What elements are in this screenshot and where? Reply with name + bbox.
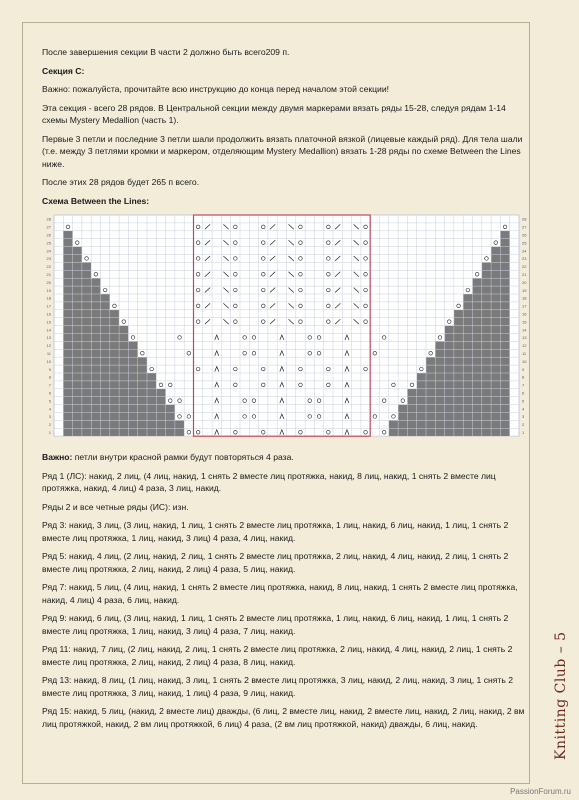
row-number-left: 10	[46, 358, 51, 364]
row-number-left: 6	[48, 390, 51, 396]
shade-right	[463, 302, 510, 310]
row-number-left: 26	[46, 232, 51, 238]
shade-right	[389, 420, 510, 428]
row-number-right: 7	[522, 382, 525, 388]
paragraph-1: Эта секция - всего 28 рядов. В Центральной секции между двумя маркерами вязать ряды 15-28, следуя рядам 1-14 схемы Mystery Medallion (часть 1).	[42, 102, 506, 125]
row-number-left: 1	[48, 429, 51, 435]
shade-left	[63, 334, 128, 342]
row-number-right: 10	[522, 358, 527, 364]
row-number-right: 12	[522, 343, 527, 349]
shade-left	[63, 262, 91, 270]
shade-right	[426, 357, 510, 365]
chart-heading: Схема Between the Lines:	[42, 195, 150, 206]
row-13: Ряд 13: накид, 8 лиц, (1 лиц, накид, 3 лиц, 1 снять 2 вместе лиц протяжка, 3 лиц, накид, 2 лиц, накид, 3 лиц, 1 снять 2 вместе лиц протяжка, 3 лиц, накид, 1 лиц) 4 раза, 9 лиц, накид.	[42, 675, 513, 698]
row-number-left: 4	[48, 406, 51, 412]
row-number-left: 18	[46, 295, 51, 301]
shade-left	[63, 302, 110, 310]
row-number-left: 19	[46, 287, 51, 293]
row-number-left: 24	[46, 248, 51, 254]
row-number-right: 24	[522, 248, 527, 254]
row-number-right: 2	[522, 422, 525, 428]
row-number-right: 19	[522, 287, 527, 293]
row-number-left: 13	[46, 335, 51, 341]
chart-svg	[42, 213, 528, 445]
footer-watermark: PassionForum.ru	[510, 787, 571, 796]
row-number-left: 12	[46, 343, 51, 349]
row-number-right: 9	[522, 366, 525, 372]
row-number-right: 26	[522, 232, 527, 238]
side-label	[535, 560, 575, 760]
intro-line: После завершения секции В части 2 должно быть всего209 п.	[42, 47, 290, 57]
row-number-left: 11	[46, 350, 51, 356]
row-number-right: 18	[522, 295, 527, 301]
row-number-left: 25	[46, 240, 51, 246]
paragraph-3: После этих 28 рядов будет 265 п всего.	[42, 177, 200, 187]
row-number-right: 3	[522, 414, 525, 420]
shade-right	[500, 239, 509, 247]
row-number-right: 20	[522, 279, 527, 285]
chart-note	[42, 451, 528, 464]
row-number-left: 23	[46, 256, 51, 262]
section-title: Секция С:	[42, 65, 85, 76]
row-number-right: 23	[522, 256, 527, 262]
row-1: Ряд 1 (ЛС): накид, 2 лиц, (4 лиц, накид, 1 снять 2 вместе лиц протяжка, накид, 8 лиц, накид, 1 снять 2 вместе лиц протяжка, накид, 4 лиц) 4 раза, 3 лиц, накид.	[42, 470, 496, 493]
row-number-left: 27	[46, 224, 51, 230]
row-3: Ряд 3: накид, 3 лиц, (3 лиц, накид, 1 лиц, 1 снять 2 вместе лиц протяжка, 1 лиц, накид, 6 лиц, накид, 1 лиц, 1 снять 2 вместе лиц протяжка, 1 лиц, накид, 3 лиц) 4 раза, 4 лиц, накид.	[42, 520, 509, 543]
row-number-left: 15	[46, 319, 51, 325]
shade-left	[63, 397, 165, 405]
row-number-right: 28	[522, 216, 527, 222]
shade-left	[63, 389, 165, 397]
row-5: Ряд 5: накид, 4 лиц, (2 лиц, накид, 2 лиц, 1 снять 2 вместе лиц протяжка, 2 лиц, накид, 4 лиц, накид, 2 лиц, 1 снять 2 вместе лиц протяжка, 2 лиц, накид, 2 лиц) 4 раза, 5 лиц, накид.	[42, 551, 509, 574]
chart-note-label: Важно:	[42, 452, 73, 462]
row-number-left: 17	[46, 303, 51, 309]
row-number-right: 8	[522, 374, 525, 380]
row-number-right: 25	[522, 240, 527, 246]
row-number-right: 4	[522, 406, 525, 412]
shade-left	[63, 294, 110, 302]
row-number-left: 20	[46, 279, 51, 285]
shade-left	[63, 357, 147, 365]
shade-left	[63, 326, 128, 334]
row-number-left: 14	[46, 327, 51, 333]
shade-right	[407, 389, 509, 397]
row-number-left: 7	[48, 382, 51, 388]
row-number-left: 21	[46, 271, 51, 277]
shade-left	[63, 231, 72, 239]
row-number-right: 17	[522, 303, 527, 309]
row-number-right: 16	[522, 311, 527, 317]
row-9: Ряд 9: накид, 6 лиц, (3 лиц, накид, 1 лиц, 1 снять 2 вместе лиц протяжка, 1 лиц, накид, 6 лиц, накид, 1 лиц, 1 снять 2 вместе лиц протяжка, 1 лиц, накид, 3 лиц) 4 раза, 7 лиц, накид.	[42, 613, 509, 636]
shade-left	[63, 428, 184, 436]
paragraph-2: Первые 3 петли и последние 3 петли шали продолжить вязать платочной вязкой (лицевые каждый ряд). Для тела шали (т.е. между 3 петлями кромки и маркером, отделяющим Mystery Medallion) вязать 1-28 ряды по схеме Between the Lines ниже.	[42, 133, 523, 169]
row-number-right: 1	[522, 429, 525, 435]
chart-note-text: петли внутри красной рамки будут повторяться 4 раза.	[72, 452, 294, 462]
important-note: Важно: пожалуйста, прочитайте всю инструкцию до конца перед началом этой секции!	[42, 84, 390, 94]
shade-left	[63, 270, 91, 278]
row-number-right: 6	[522, 390, 525, 396]
row-7: Ряд 7: накид, 5 лиц, (4 лиц, накид, 1 снять 2 вместе лиц протяжка, накид, 8 лиц, накид, 1 снять 2 вместе лиц протяжка, накид, 4 лиц) 4 раза, 6 лиц, накид.	[42, 582, 518, 605]
row-number-right: 11	[522, 350, 527, 356]
row-number-right: 5	[522, 398, 525, 404]
row-2: Ряды 2 и все четные ряды (ИС): изн.	[42, 501, 189, 512]
shade-right	[500, 231, 509, 239]
row-number-right: 15	[522, 319, 527, 325]
shade-right	[445, 334, 510, 342]
shade-right	[463, 294, 510, 302]
row-15: Ряд 15: накид, 5 лиц, (накид, 2 вместе лиц) дважды, (6 лиц, 2 вместе лиц, накид, 2 вместе лиц, накид, 2 лиц, накид, 2 вм лиц протяжкой, накид, 2 вм лиц протяжкой, 6 лиц) 4 раза, (2 вм лиц протяжкой, накид) дважды, 6 лиц, накид.	[42, 706, 525, 729]
row-number-left: 5	[48, 398, 51, 404]
knitting-chart	[42, 213, 528, 445]
row-number-left: 16	[46, 311, 51, 317]
shade-left	[63, 365, 147, 373]
row-number-left: 3	[48, 414, 51, 420]
shade-right	[445, 326, 510, 334]
row-number-right: 22	[522, 264, 527, 270]
row-11: Ряд 11: накид, 7 лиц, (2 лиц, накид, 2 лиц, 1 снять 2 вместе лиц протяжка, 2 лиц, накид, 4 лиц, накид, 2 лиц, 1 снять 2 вместе лиц протяжка, 2 лиц, накид, 2 лиц) 4 раза, 8 лиц, накид.	[42, 644, 513, 667]
row-number-right: 27	[522, 224, 527, 230]
row-number-left: 28	[46, 216, 51, 222]
row-number-right: 21	[522, 271, 527, 277]
page-content	[42, 46, 528, 736]
row-number-left: 2	[48, 422, 51, 428]
row-number-left: 9	[48, 366, 51, 372]
row-number-left: 22	[46, 264, 51, 270]
shade-right	[426, 365, 510, 373]
shade-right	[482, 262, 510, 270]
shade-left	[63, 420, 184, 428]
row-number-right: 13	[522, 335, 527, 341]
shade-left	[63, 239, 72, 247]
shade-right	[389, 428, 510, 436]
row-number-left: 8	[48, 374, 51, 380]
row-number-right: 14	[522, 327, 527, 333]
side-label-text: Knitting Club – 5	[553, 631, 569, 760]
shade-right	[482, 270, 510, 278]
shade-right	[407, 397, 509, 405]
